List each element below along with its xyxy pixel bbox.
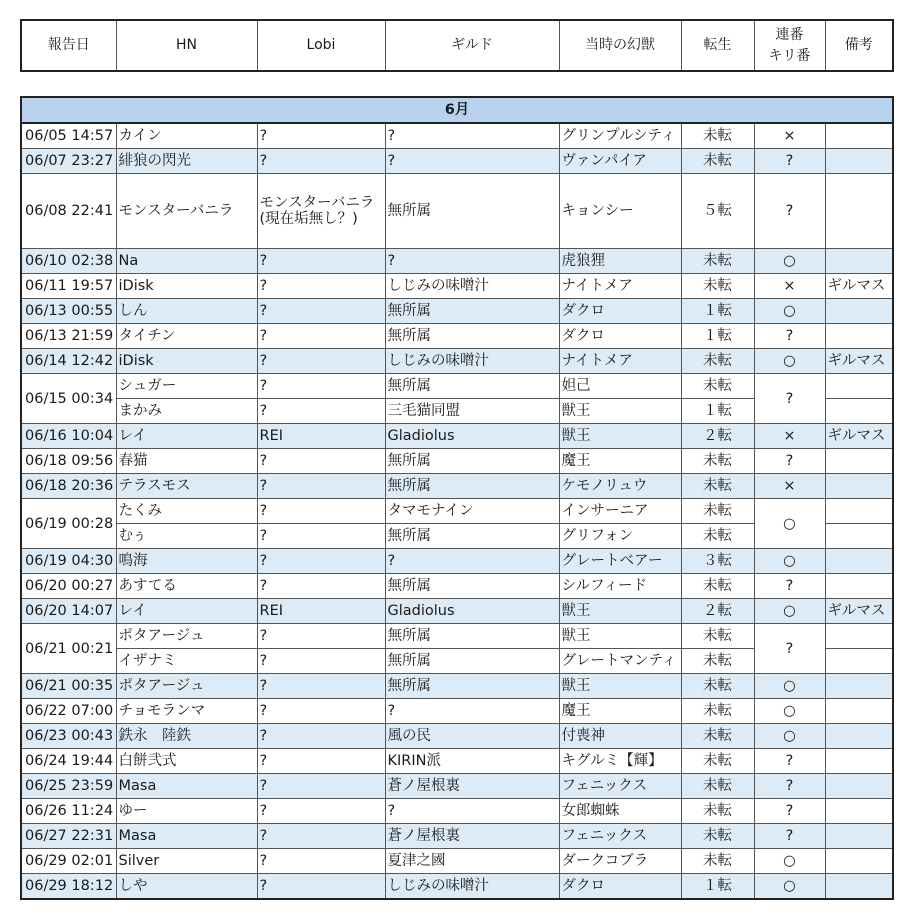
cell-rebirth: ２転 — [681, 424, 754, 449]
cell-note — [825, 474, 893, 499]
cell-lobi: ? — [257, 874, 385, 900]
cell-serial: ? — [754, 174, 825, 249]
cell-hn: しん — [116, 299, 257, 324]
cell-rebirth: ５転 — [681, 174, 754, 249]
cell-note — [825, 299, 893, 324]
cell-serial: ? — [754, 324, 825, 349]
cell-lobi-line1: モンスターバニラ — [259, 195, 375, 211]
cell-lobi: ? — [257, 799, 385, 824]
cell-note — [825, 849, 893, 874]
cell-lobi: ? — [257, 399, 385, 424]
col-serial — [754, 20, 825, 71]
cell-hn: モンスターバニラ — [116, 174, 257, 249]
cell-serial: ○ — [754, 499, 825, 549]
cell-lobi: ? — [257, 274, 385, 299]
cell-serial: ? — [754, 624, 825, 674]
table-row — [21, 824, 893, 849]
cell-rebirth: 未転 — [681, 649, 754, 674]
cell-note — [825, 524, 893, 549]
table-row — [21, 849, 893, 874]
cell-lobi: ? — [257, 774, 385, 799]
cell-serial: ○ — [754, 549, 825, 574]
cell-hn: 緋狼の閃光 — [116, 149, 257, 174]
cell-serial: ○ — [754, 599, 825, 624]
table-row — [21, 599, 893, 624]
cell-date: 06/26 11:24 — [21, 799, 116, 824]
cell-hn: 鉄永 陸鉄 — [116, 724, 257, 749]
table-row — [21, 549, 893, 574]
cell-hn: Masa — [116, 774, 257, 799]
cell-lobi: ? — [257, 149, 385, 174]
cell-date: 06/05 14:57 — [21, 123, 116, 149]
cell-lobi: ? — [257, 649, 385, 674]
cell-hn: ポタアージュ — [116, 674, 257, 699]
cell-rebirth: 未転 — [681, 249, 754, 274]
cell-lobi: ? — [257, 474, 385, 499]
cell-beast: キグルミ【輝】 — [559, 749, 681, 774]
cell-beast: ナイトメア — [559, 349, 681, 374]
cell-date: 06/24 19:44 — [21, 749, 116, 774]
month-row — [21, 97, 893, 123]
cell-date: 06/14 12:42 — [21, 349, 116, 374]
cell-guild: ? — [385, 149, 559, 174]
cell-guild: 無所属 — [385, 649, 559, 674]
cell-date: 06/16 10:04 — [21, 424, 116, 449]
cell-rebirth: 未転 — [681, 749, 754, 774]
table-row — [21, 474, 893, 499]
cell-hn: Na — [116, 249, 257, 274]
report-table — [20, 96, 894, 900]
cell-rebirth: １転 — [681, 299, 754, 324]
cell-hn: イザナミ — [116, 649, 257, 674]
cell-hn: iDisk — [116, 349, 257, 374]
cell-serial: ○ — [754, 699, 825, 724]
cell-beast: 獣王 — [559, 624, 681, 649]
cell-guild: 三毛猫同盟 — [385, 399, 559, 424]
cell-date: 06/22 07:00 — [21, 699, 116, 724]
col-report-date: 報告日 — [21, 20, 116, 71]
cell-guild: ? — [385, 249, 559, 274]
cell-beast: グリンプルシティ — [559, 123, 681, 149]
cell-serial: ○ — [754, 724, 825, 749]
cell-note — [825, 699, 893, 724]
cell-rebirth: 未転 — [681, 674, 754, 699]
cell-note: ギルマス — [825, 599, 893, 624]
cell-date: 06/20 14:07 — [21, 599, 116, 624]
cell-serial: ? — [754, 149, 825, 174]
cell-hn: 鳴海 — [116, 549, 257, 574]
col-rebirth: 転生 — [681, 20, 754, 71]
cell-lobi: ? — [257, 549, 385, 574]
cell-beast: 付喪神 — [559, 724, 681, 749]
cell-lobi: ? — [257, 624, 385, 649]
cell-lobi — [257, 174, 385, 249]
cell-guild: しじみの味噌汁 — [385, 874, 559, 900]
cell-note — [825, 724, 893, 749]
cell-guild: 蒼ノ屋根裏 — [385, 774, 559, 799]
cell-note — [825, 674, 893, 699]
cell-rebirth: 未転 — [681, 274, 754, 299]
table-row — [21, 349, 893, 374]
cell-beast: フェニックス — [559, 774, 681, 799]
cell-note — [825, 874, 893, 900]
cell-beast: グレートベアー — [559, 549, 681, 574]
cell-guild: 風の民 — [385, 724, 559, 749]
cell-note: ギルマス — [825, 274, 893, 299]
cell-beast: ケモノリュウ — [559, 474, 681, 499]
col-serial-line2: キリ番 — [768, 47, 811, 64]
cell-hn: 春猫 — [116, 449, 257, 474]
cell-lobi: ? — [257, 699, 385, 724]
cell-beast: インサーニア — [559, 499, 681, 524]
cell-rebirth: 未転 — [681, 449, 754, 474]
cell-lobi: ? — [257, 749, 385, 774]
table-row — [21, 699, 893, 724]
cell-rebirth: 未転 — [681, 699, 754, 724]
cell-date: 06/13 21:59 — [21, 324, 116, 349]
cell-serial: ○ — [754, 674, 825, 699]
cell-rebirth: １転 — [681, 399, 754, 424]
cell-hn: レイ — [116, 424, 257, 449]
cell-note — [825, 249, 893, 274]
cell-date: 06/29 18:12 — [21, 874, 116, 900]
cell-rebirth: 未転 — [681, 374, 754, 399]
cell-beast: 獣王 — [559, 424, 681, 449]
cell-rebirth: 未転 — [681, 824, 754, 849]
cell-beast: 魔王 — [559, 449, 681, 474]
cell-beast: ダクロ — [559, 299, 681, 324]
cell-rebirth: ３転 — [681, 549, 754, 574]
cell-rebirth: 未転 — [681, 349, 754, 374]
cell-lobi: ? — [257, 674, 385, 699]
cell-beast: ナイトメア — [559, 274, 681, 299]
cell-note — [825, 799, 893, 824]
cell-serial: ? — [754, 374, 825, 424]
cell-date: 06/13 00:55 — [21, 299, 116, 324]
cell-lobi: ? — [257, 724, 385, 749]
cell-lobi: REI — [257, 424, 385, 449]
cell-beast: グリフォン — [559, 524, 681, 549]
header-table — [20, 19, 894, 72]
cell-beast: 魔王 — [559, 699, 681, 724]
cell-hn: たくみ — [116, 499, 257, 524]
cell-lobi: ? — [257, 249, 385, 274]
cell-rebirth: １転 — [681, 874, 754, 900]
cell-date: 06/18 20:36 — [21, 474, 116, 499]
cell-beast: 女郎蜘蛛 — [559, 799, 681, 824]
col-note: 備考 — [825, 20, 893, 71]
cell-guild: 無所属 — [385, 299, 559, 324]
cell-serial: ? — [754, 799, 825, 824]
cell-note — [825, 824, 893, 849]
cell-serial: ? — [754, 774, 825, 799]
cell-hn: まかみ — [116, 399, 257, 424]
cell-lobi: ? — [257, 524, 385, 549]
cell-guild: ? — [385, 123, 559, 149]
cell-date: 06/19 04:30 — [21, 549, 116, 574]
cell-guild: Gladiolus — [385, 424, 559, 449]
cell-serial: × — [754, 424, 825, 449]
cell-date: 06/21 00:35 — [21, 674, 116, 699]
cell-beast: シルフィード — [559, 574, 681, 599]
cell-beast: 獣王 — [559, 399, 681, 424]
cell-guild: 夏津之國 — [385, 849, 559, 874]
cell-note — [825, 649, 893, 674]
cell-serial: ○ — [754, 249, 825, 274]
header-row — [21, 20, 893, 71]
cell-note — [825, 749, 893, 774]
table-row — [21, 874, 893, 900]
cell-rebirth: ２転 — [681, 599, 754, 624]
cell-rebirth: １転 — [681, 324, 754, 349]
cell-beast: フェニックス — [559, 824, 681, 849]
col-hn: HN — [116, 20, 257, 71]
cell-beast: キョンシー — [559, 174, 681, 249]
cell-note — [825, 774, 893, 799]
cell-hn: むぅ — [116, 524, 257, 549]
cell-hn: iDisk — [116, 274, 257, 299]
cell-beast: 獣王 — [559, 599, 681, 624]
cell-lobi: ? — [257, 499, 385, 524]
cell-lobi: ? — [257, 324, 385, 349]
cell-guild: しじみの味噌汁 — [385, 274, 559, 299]
cell-beast: 獣王 — [559, 674, 681, 699]
cell-note — [825, 549, 893, 574]
table-row — [21, 574, 893, 599]
cell-date: 06/08 22:41 — [21, 174, 116, 249]
cell-serial: ? — [754, 449, 825, 474]
table-row — [21, 624, 893, 649]
cell-rebirth: 未転 — [681, 624, 754, 649]
table-row — [21, 174, 893, 249]
cell-date: 06/11 19:57 — [21, 274, 116, 299]
cell-hn: タイチン — [116, 324, 257, 349]
cell-date: 06/25 23:59 — [21, 774, 116, 799]
cell-lobi: ? — [257, 123, 385, 149]
cell-hn: あすてる — [116, 574, 257, 599]
table-row — [21, 424, 893, 449]
cell-hn: カイン — [116, 123, 257, 149]
cell-hn: シュガー — [116, 374, 257, 399]
cell-note — [825, 123, 893, 149]
cell-guild: 無所属 — [385, 524, 559, 549]
cell-beast: ダークコブラ — [559, 849, 681, 874]
cell-hn: Silver — [116, 849, 257, 874]
table-row — [21, 274, 893, 299]
cell-hn: Masa — [116, 824, 257, 849]
cell-note — [825, 499, 893, 524]
cell-date: 06/23 00:43 — [21, 724, 116, 749]
cell-guild: 無所属 — [385, 674, 559, 699]
cell-beast: ヴァンパイア — [559, 149, 681, 174]
cell-date: 06/20 00:27 — [21, 574, 116, 599]
cell-date: 06/29 02:01 — [21, 849, 116, 874]
table-row — [21, 149, 893, 174]
cell-hn: ポタアージュ — [116, 624, 257, 649]
cell-serial: ? — [754, 574, 825, 599]
cell-hn: チョモランマ — [116, 699, 257, 724]
cell-rebirth: 未転 — [681, 149, 754, 174]
cell-date: 06/15 00:34 — [21, 374, 116, 424]
cell-serial: ? — [754, 749, 825, 774]
cell-guild: KIRIN派 — [385, 749, 559, 774]
cell-note — [825, 324, 893, 349]
table-row — [21, 249, 893, 274]
cell-guild: 無所属 — [385, 374, 559, 399]
cell-guild: 無所属 — [385, 574, 559, 599]
cell-hn: 白餅弐式 — [116, 749, 257, 774]
cell-guild: 蒼ノ屋根裏 — [385, 824, 559, 849]
table-row — [21, 674, 893, 699]
cell-lobi: ? — [257, 449, 385, 474]
table-row — [21, 774, 893, 799]
cell-rebirth: 未転 — [681, 799, 754, 824]
cell-lobi: ? — [257, 849, 385, 874]
cell-hn: テラスモス — [116, 474, 257, 499]
cell-note — [825, 174, 893, 249]
cell-guild: しじみの味噌汁 — [385, 349, 559, 374]
table-row — [21, 324, 893, 349]
cell-guild: ? — [385, 699, 559, 724]
col-lobi: Lobi — [257, 20, 385, 71]
cell-guild: 無所属 — [385, 174, 559, 249]
cell-date: 06/10 02:38 — [21, 249, 116, 274]
col-beast: 当時の幻獣 — [559, 20, 681, 71]
cell-beast: 妲己 — [559, 374, 681, 399]
cell-lobi: ? — [257, 349, 385, 374]
cell-guild: ? — [385, 799, 559, 824]
cell-beast: グレートマンティ — [559, 649, 681, 674]
table-row — [21, 123, 893, 149]
cell-note — [825, 449, 893, 474]
cell-date: 06/18 09:56 — [21, 449, 116, 474]
cell-rebirth: 未転 — [681, 474, 754, 499]
col-guild: ギルド — [385, 20, 559, 71]
cell-date: 06/07 23:27 — [21, 149, 116, 174]
cell-date: 06/27 22:31 — [21, 824, 116, 849]
cell-lobi: ? — [257, 574, 385, 599]
cell-lobi: ? — [257, 299, 385, 324]
table-row — [21, 749, 893, 774]
cell-note — [825, 399, 893, 424]
cell-hn: ゆー — [116, 799, 257, 824]
cell-guild: 無所属 — [385, 449, 559, 474]
cell-rebirth: 未転 — [681, 724, 754, 749]
cell-note — [825, 624, 893, 649]
cell-rebirth: 未転 — [681, 849, 754, 874]
cell-serial: ? — [754, 824, 825, 849]
cell-note: ギルマス — [825, 424, 893, 449]
cell-guild: Gladiolus — [385, 599, 559, 624]
cell-lobi: ? — [257, 824, 385, 849]
cell-date: 06/19 00:28 — [21, 499, 116, 549]
cell-lobi: ? — [257, 374, 385, 399]
cell-rebirth: 未転 — [681, 524, 754, 549]
cell-guild: 無所属 — [385, 474, 559, 499]
table-row — [21, 374, 893, 399]
cell-lobi-line2: (現在垢無し？) — [259, 211, 358, 227]
cell-beast: ダクロ — [559, 324, 681, 349]
cell-date: 06/21 00:21 — [21, 624, 116, 674]
table-row — [21, 499, 893, 524]
table-row — [21, 299, 893, 324]
cell-guild: 無所属 — [385, 624, 559, 649]
cell-note — [825, 149, 893, 174]
cell-rebirth: 未転 — [681, 774, 754, 799]
cell-rebirth: 未転 — [681, 499, 754, 524]
cell-serial: ○ — [754, 874, 825, 900]
cell-serial: × — [754, 474, 825, 499]
month-label: 6月 — [21, 97, 893, 123]
table-row — [21, 724, 893, 749]
cell-beast: 虎狼狸 — [559, 249, 681, 274]
cell-serial: × — [754, 274, 825, 299]
cell-hn: レイ — [116, 599, 257, 624]
cell-hn: しや — [116, 874, 257, 900]
cell-serial: × — [754, 123, 825, 149]
cell-serial: ○ — [754, 299, 825, 324]
cell-guild: ? — [385, 549, 559, 574]
cell-rebirth: 未転 — [681, 574, 754, 599]
col-serial-line1: 連番 — [775, 26, 804, 43]
cell-guild: 無所属 — [385, 324, 559, 349]
cell-note: ギルマス — [825, 349, 893, 374]
table-row — [21, 799, 893, 824]
cell-guild: タマモナイン — [385, 499, 559, 524]
cell-serial: ○ — [754, 349, 825, 374]
cell-serial: ○ — [754, 849, 825, 874]
cell-note — [825, 374, 893, 399]
cell-note — [825, 574, 893, 599]
cell-beast: ダクロ — [559, 874, 681, 900]
cell-lobi: REI — [257, 599, 385, 624]
cell-rebirth: 未転 — [681, 123, 754, 149]
table-row — [21, 449, 893, 474]
